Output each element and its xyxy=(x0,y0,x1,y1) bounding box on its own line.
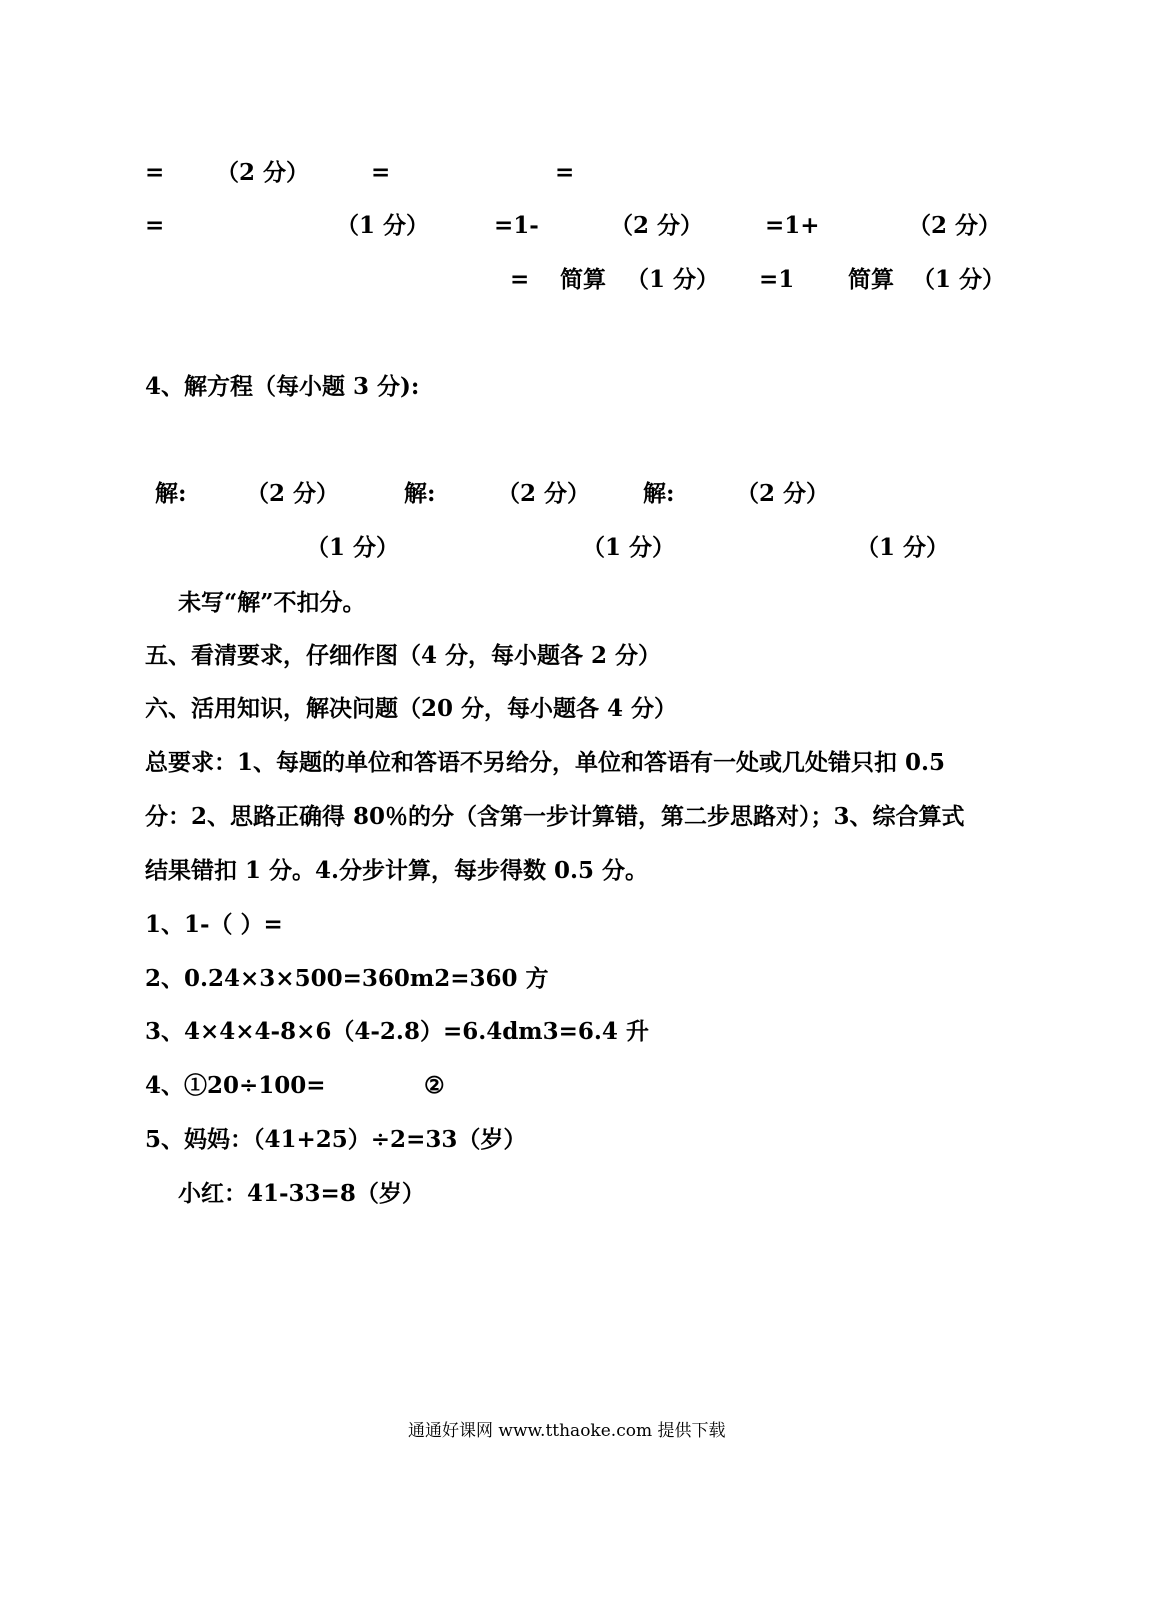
section6-heading: 六、活用知识，解决问题（20 分，每小题各 4 分） xyxy=(145,695,678,722)
calc-r1-equals-2: = xyxy=(371,159,391,186)
answer-5-xiaohong: 小红：41-33=8（岁） xyxy=(178,1180,425,1207)
answer-2: 2、0.24×3×500=360m2=360 方 xyxy=(145,965,549,992)
q4-score-4: （1 分） xyxy=(306,534,400,561)
calc-r1-score: （2 分） xyxy=(216,159,310,186)
footer-text: 通通好课网 www.tthaoke.com 提供下载 xyxy=(408,1421,726,1441)
calc-r2-score-1: （1 分） xyxy=(336,212,430,239)
q4-solve-1: 解: xyxy=(155,480,187,507)
calc-r3-score-1: （1 分） xyxy=(626,266,720,293)
q4-heading: 4、解方程（每小题 3 分): xyxy=(145,373,420,400)
calc-r1-equals-1: = xyxy=(145,159,165,186)
calc-r2-score-2: （2 分） xyxy=(610,212,704,239)
calc-r3-equals: = xyxy=(510,266,530,293)
answer-4-part-2: ② xyxy=(424,1072,445,1099)
calc-r3-equals-one: =1 xyxy=(759,266,795,293)
calc-r2-equals: = xyxy=(145,212,165,239)
requirements-line-2: 分：2、思路正确得 80％的分（含第一步计算错，第二步思路对）；3、综合算式 xyxy=(145,803,965,830)
q4-score-3: （2 分） xyxy=(736,480,830,507)
answer-5-mother: 5、妈妈：（41+25）÷2=33（岁） xyxy=(145,1126,527,1153)
answer-4-part-1: 4、①20÷100= xyxy=(145,1072,326,1099)
section5-heading: 五、看清要求，仔细作图（4 分，每小题各 2 分） xyxy=(145,642,662,669)
q4-score-1: （2 分） xyxy=(246,480,340,507)
requirements-line-3: 结果错扣 1 分。4.分步计算，每步得数 0.5 分。 xyxy=(145,857,649,884)
q4-solve-2: 解: xyxy=(404,480,436,507)
calc-r2-one-minus: =1- xyxy=(494,212,539,239)
calc-r3-simplify-2: 简算 xyxy=(848,266,894,293)
calc-r3-simplify-1: 简算 xyxy=(560,266,606,293)
calc-r3-score-2: （1 分） xyxy=(912,266,1006,293)
q4-solve-3: 解: xyxy=(643,480,675,507)
calc-r2-score-3: （2 分） xyxy=(908,212,1002,239)
requirements-line-1: 总要求：1、每题的单位和答语不另给分，单位和答语有一处或几处错只扣 0.5 xyxy=(145,749,946,776)
q4-score-2: （2 分） xyxy=(497,480,591,507)
calc-r2-one-plus: =1+ xyxy=(765,212,820,239)
answer-1: 1、1-（ ）= xyxy=(145,911,283,938)
answer-3: 3、4×4×4-8×6（4-2.8）=6.4dm3=6.4 升 xyxy=(145,1018,649,1045)
calc-r1-equals-3: = xyxy=(555,159,575,186)
q4-score-5: （1 分） xyxy=(582,534,676,561)
q4-score-6: （1 分） xyxy=(856,534,950,561)
q4-note: 未写“解”不扣分。 xyxy=(178,589,366,616)
